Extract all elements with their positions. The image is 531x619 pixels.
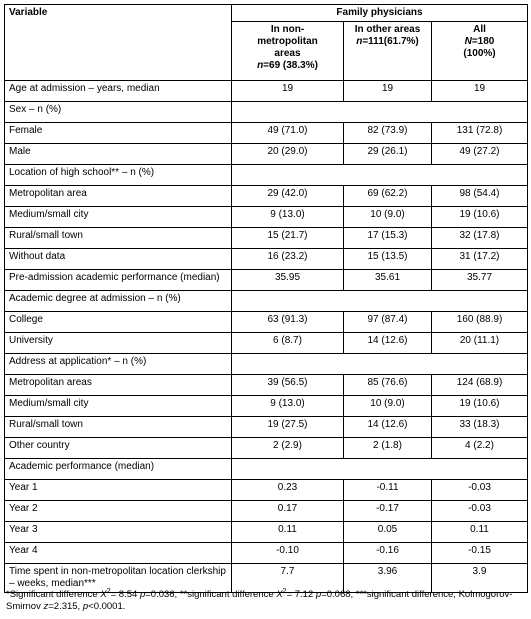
row-label: Age at admission – years, median (5, 81, 232, 102)
row-label: Other country (5, 438, 232, 459)
table-row (5, 438, 528, 459)
table-row (5, 459, 528, 480)
table-row (5, 249, 528, 270)
cell-nonmetro: 16 (23.2) (232, 249, 344, 270)
table-row (5, 333, 528, 354)
section-spacer (232, 165, 528, 186)
table-row (5, 102, 528, 123)
cell-all: 33 (18.3) (432, 417, 528, 438)
cell-nonmetro: -0.10 (232, 543, 344, 564)
cell-other: 2 (1.8) (344, 438, 432, 459)
cell-nonmetro: 29 (42.0) (232, 186, 344, 207)
cell-all: 19 (10.6) (432, 396, 528, 417)
cell-other: 3.96 (344, 564, 432, 593)
cell-other: 17 (15.3) (344, 228, 432, 249)
section-spacer (232, 459, 528, 480)
cell-nonmetro: 39 (56.5) (232, 375, 344, 396)
cell-other: 29 (26.1) (344, 144, 432, 165)
row-label: Year 4 (5, 543, 232, 564)
cell-other: -0.16 (344, 543, 432, 564)
row-label: Time spent in non-metropolitan location clerkship – weeks, median*** (5, 564, 232, 593)
cell-other: -0.11 (344, 480, 432, 501)
cell-other: 82 (73.9) (344, 123, 432, 144)
section-label: Sex – n (%) (5, 102, 232, 123)
section-label: Location of high school** – n (%) (5, 165, 232, 186)
cell-nonmetro: 63 (91.3) (232, 312, 344, 333)
cell-nonmetro: 15 (21.7) (232, 228, 344, 249)
cell-nonmetro: 19 (27.5) (232, 417, 344, 438)
row-label: Medium/small city (5, 207, 232, 228)
row-label: College (5, 312, 232, 333)
cell-other: 15 (13.5) (344, 249, 432, 270)
table-row (5, 81, 528, 102)
table-row (5, 354, 528, 375)
cell-nonmetro: 0.17 (232, 501, 344, 522)
table-row (5, 396, 528, 417)
row-label: Rural/small town (5, 417, 232, 438)
row-label: Female (5, 123, 232, 144)
cell-other: 14 (12.6) (344, 333, 432, 354)
section-label: Academic performance (median) (5, 459, 232, 480)
row-label: Without data (5, 249, 232, 270)
cell-all: 35.77 (432, 270, 528, 291)
cell-all: 31 (17.2) (432, 249, 528, 270)
cell-nonmetro: 20 (29.0) (232, 144, 344, 165)
table-row (5, 480, 528, 501)
cell-nonmetro: 9 (13.0) (232, 207, 344, 228)
data-table (4, 4, 528, 593)
cell-all: -0.03 (432, 480, 528, 501)
cell-all: 49 (27.2) (432, 144, 528, 165)
table-row (5, 501, 528, 522)
cell-other: 85 (76.6) (344, 375, 432, 396)
row-label: Rural/small town (5, 228, 232, 249)
row-label: Year 2 (5, 501, 232, 522)
row-label: Pre-admission academic performance (median) (5, 270, 232, 291)
section-spacer (232, 291, 528, 312)
col-other-header: In other areas n=111(61.7%) (344, 22, 432, 81)
cell-nonmetro: 0.23 (232, 480, 344, 501)
cell-nonmetro: 35.95 (232, 270, 344, 291)
cell-other: 35.61 (344, 270, 432, 291)
cell-other: 0.05 (344, 522, 432, 543)
cell-other: 69 (62.2) (344, 186, 432, 207)
cell-all: 3.9 (432, 564, 528, 593)
cell-all: 131 (72.8) (432, 123, 528, 144)
table-row (5, 228, 528, 249)
cell-all: 32 (17.8) (432, 228, 528, 249)
footnote: *Significant difference $X^2= 8.54$ p=0.036; **significant difference $X^2= 7.12$ p=0.068; ***significant difference, Kolmogorov-Smirnov z=2.315, p<0.0001. (6, 587, 513, 612)
cell-other: 19 (344, 81, 432, 102)
cell-nonmetro: 49 (71.0) (232, 123, 344, 144)
cell-all: 19 (432, 81, 528, 102)
cell-all: -0.15 (432, 543, 528, 564)
row-label: Male (5, 144, 232, 165)
variable-header: Variable (5, 5, 232, 81)
table-row (5, 123, 528, 144)
cell-all: 20 (11.1) (432, 333, 528, 354)
row-label: Metropolitan area (5, 186, 232, 207)
row-label: Medium/small city (5, 396, 232, 417)
cell-nonmetro: 0.11 (232, 522, 344, 543)
cell-nonmetro: 19 (232, 81, 344, 102)
table-row (5, 144, 528, 165)
section-label: Academic degree at admission – n (%) (5, 291, 232, 312)
cell-all: 0.11 (432, 522, 528, 543)
col-all-header: All N=180 (100%) (432, 22, 528, 81)
header-row-1 (5, 5, 528, 22)
row-label: Metropolitan areas (5, 375, 232, 396)
cell-other: 10 (9.0) (344, 396, 432, 417)
table-row (5, 417, 528, 438)
section-spacer (232, 354, 528, 375)
table-row (5, 375, 528, 396)
cell-nonmetro: 9 (13.0) (232, 396, 344, 417)
cell-all: 19 (10.6) (432, 207, 528, 228)
table-row (5, 543, 528, 564)
cell-nonmetro: 6 (8.7) (232, 333, 344, 354)
row-label: Year 1 (5, 480, 232, 501)
cell-other: 10 (9.0) (344, 207, 432, 228)
section-spacer (232, 102, 528, 123)
cell-all: 4 (2.2) (432, 438, 528, 459)
cell-all: -0.03 (432, 501, 528, 522)
section-label: Address at application* – n (%) (5, 354, 232, 375)
row-label: University (5, 333, 232, 354)
table-row (5, 270, 528, 291)
table-row (5, 312, 528, 333)
table-row (5, 522, 528, 543)
cell-all: 160 (88.9) (432, 312, 528, 333)
table-row (5, 291, 528, 312)
cell-other: 14 (12.6) (344, 417, 432, 438)
table-row (5, 207, 528, 228)
col-nonmetro-header: In non- metropolitan areas n=69 (38.3%) (232, 22, 344, 81)
table-row (5, 165, 528, 186)
family-physicians-header: Family physicians (232, 5, 528, 22)
cell-all: 98 (54.4) (432, 186, 528, 207)
cell-all: 124 (68.9) (432, 375, 528, 396)
table-row (5, 186, 528, 207)
cell-nonmetro: 7.7 (232, 564, 344, 593)
cell-other: 97 (87.4) (344, 312, 432, 333)
row-label: Year 3 (5, 522, 232, 543)
cell-other: -0.17 (344, 501, 432, 522)
cell-nonmetro: 2 (2.9) (232, 438, 344, 459)
table-body (5, 81, 528, 593)
